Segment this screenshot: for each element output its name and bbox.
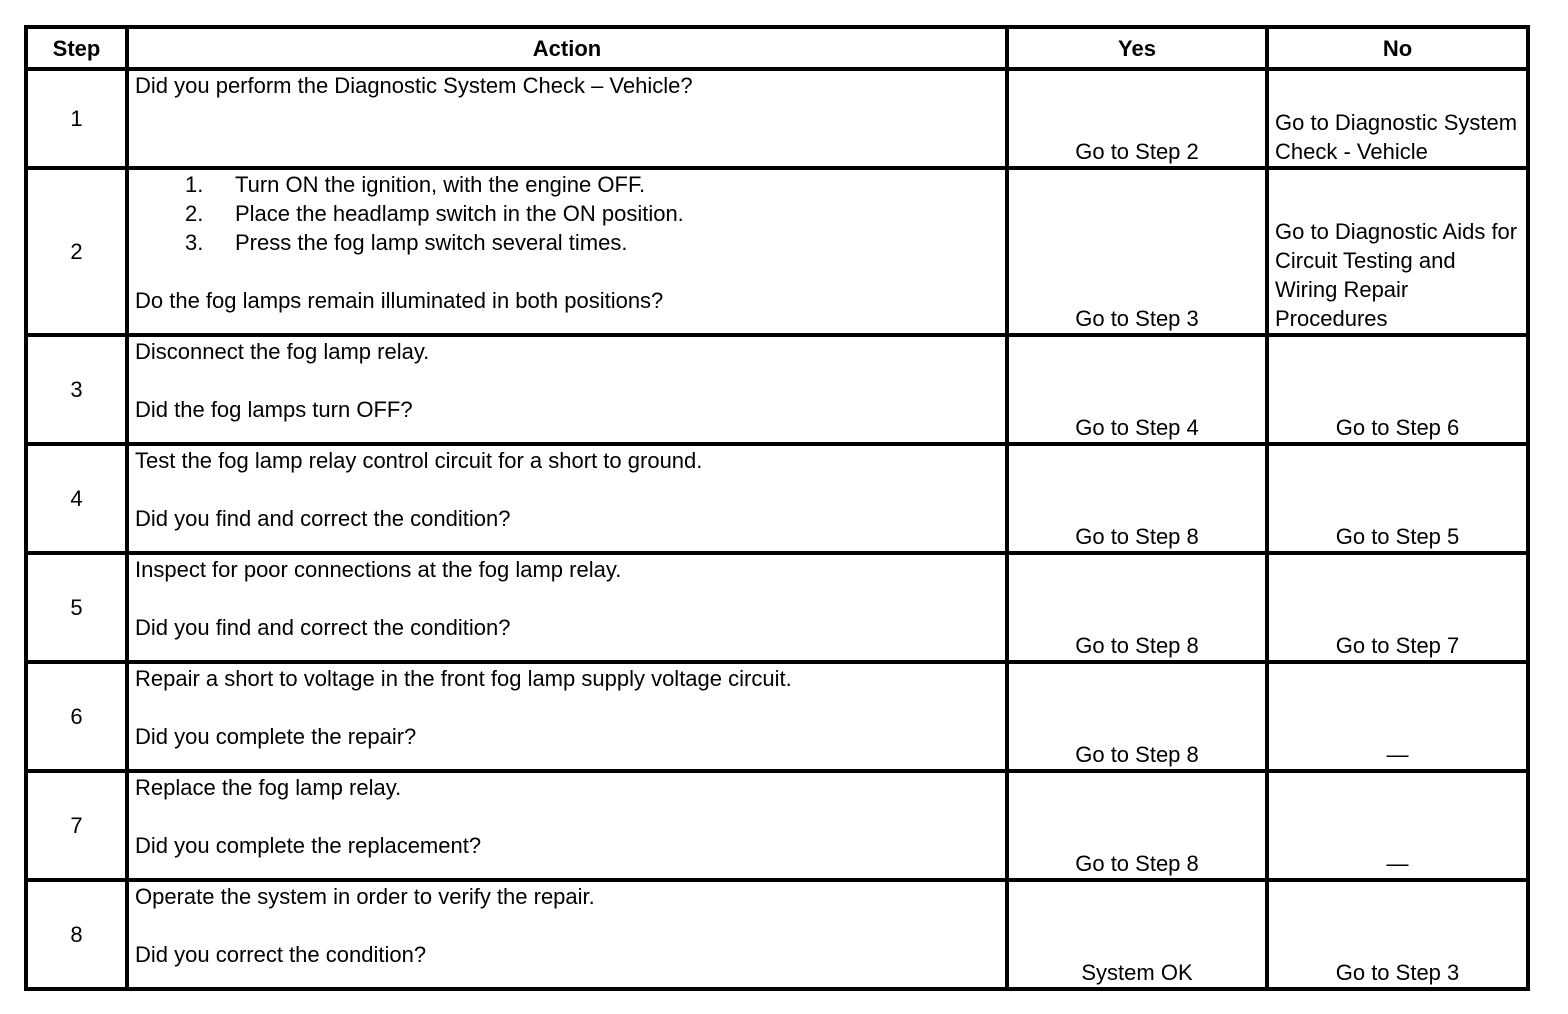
step-number: 5 xyxy=(26,553,127,662)
step-number: 4 xyxy=(26,444,127,553)
table-row xyxy=(26,771,1528,880)
no-cell: Go to Diagnostic System Check - Vehicle xyxy=(1267,69,1528,168)
substep-number: 1. xyxy=(185,172,204,197)
yes-cell: Go to Step 8 xyxy=(1007,771,1267,880)
question-text: Did you correct the condition? xyxy=(135,942,427,967)
table-row xyxy=(26,168,1528,335)
yes-cell: Go to Step 8 xyxy=(1007,553,1267,662)
action-text: Did you perform the Diagnostic System Check – Vehicle? xyxy=(135,73,693,98)
substep-number: 2. xyxy=(185,201,204,226)
substep-text: Press the fog lamp switch several times. xyxy=(235,230,628,255)
question-text: Did the fog lamps turn OFF? xyxy=(135,397,413,422)
no-cell: Go to Step 6 xyxy=(1267,335,1528,444)
no-cell: Go to Step 3 xyxy=(1267,880,1528,989)
question-text: Did you complete the replacement? xyxy=(135,833,482,858)
substep-number: 3. xyxy=(185,230,204,255)
table-row xyxy=(26,553,1528,662)
table-row xyxy=(26,69,1528,168)
yes-cell: Go to Step 4 xyxy=(1007,335,1267,444)
header-no: No xyxy=(1267,27,1528,69)
table-row xyxy=(26,662,1528,771)
list-item xyxy=(185,199,999,228)
action-cell xyxy=(127,662,1007,771)
step-number: 2 xyxy=(26,168,127,335)
action-text: Test the fog lamp relay control circuit for a short to ground. xyxy=(135,448,703,473)
action-cell xyxy=(127,553,1007,662)
action-cell xyxy=(127,880,1007,989)
no-cell: Go to Step 5 xyxy=(1267,444,1528,553)
question-text: Did you find and correct the condition? xyxy=(135,615,511,640)
yes-cell: System OK xyxy=(1007,880,1267,989)
header-step: Step xyxy=(26,27,127,69)
substep-text: Place the headlamp switch in the ON position. xyxy=(235,201,684,226)
header-row xyxy=(26,27,1528,69)
action-text: Inspect for poor connections at the fog lamp relay. xyxy=(135,557,622,582)
list-item xyxy=(185,170,999,199)
action-cell xyxy=(127,771,1007,880)
yes-cell: Go to Step 8 xyxy=(1007,662,1267,771)
header-yes: Yes xyxy=(1007,27,1267,69)
action-cell xyxy=(127,335,1007,444)
step-number: 3 xyxy=(26,335,127,444)
action-cell xyxy=(127,69,1007,168)
no-cell: Go to Step 7 xyxy=(1267,553,1528,662)
yes-cell: Go to Step 3 xyxy=(1007,168,1267,335)
header-action: Action xyxy=(127,27,1007,69)
action-text: Replace the fog lamp relay. xyxy=(135,775,402,800)
table-row xyxy=(26,880,1528,989)
yes-cell: Go to Step 8 xyxy=(1007,444,1267,553)
no-cell: Go to Diagnostic Aids for Circuit Testing and Wiring Repair Procedures xyxy=(1267,168,1528,335)
substep-text: Turn ON the ignition, with the engine OFF. xyxy=(235,172,646,197)
action-text: Operate the system in order to verify the repair. xyxy=(135,884,595,909)
step-number: 6 xyxy=(26,662,127,771)
question-text: Did you find and correct the condition? xyxy=(135,506,511,531)
action-text: Disconnect the fog lamp relay. xyxy=(135,339,430,364)
no-cell: — xyxy=(1267,771,1528,880)
table-row xyxy=(26,335,1528,444)
table-row xyxy=(26,444,1528,553)
question-text: Did you complete the repair? xyxy=(135,724,417,749)
step-number: 1 xyxy=(26,69,127,168)
action-cell xyxy=(127,168,1007,335)
diagnostic-table xyxy=(24,25,1530,991)
step-number: 7 xyxy=(26,771,127,880)
action-cell xyxy=(127,444,1007,553)
action-text: Repair a short to voltage in the front fog lamp supply voltage circuit. xyxy=(135,666,792,691)
yes-cell: Go to Step 2 xyxy=(1007,69,1267,168)
step-number: 8 xyxy=(26,880,127,989)
substep-list xyxy=(135,170,999,257)
list-item xyxy=(185,228,999,257)
question-text: Do the fog lamps remain illuminated in both positions? xyxy=(135,288,664,313)
no-cell: — xyxy=(1267,662,1528,771)
